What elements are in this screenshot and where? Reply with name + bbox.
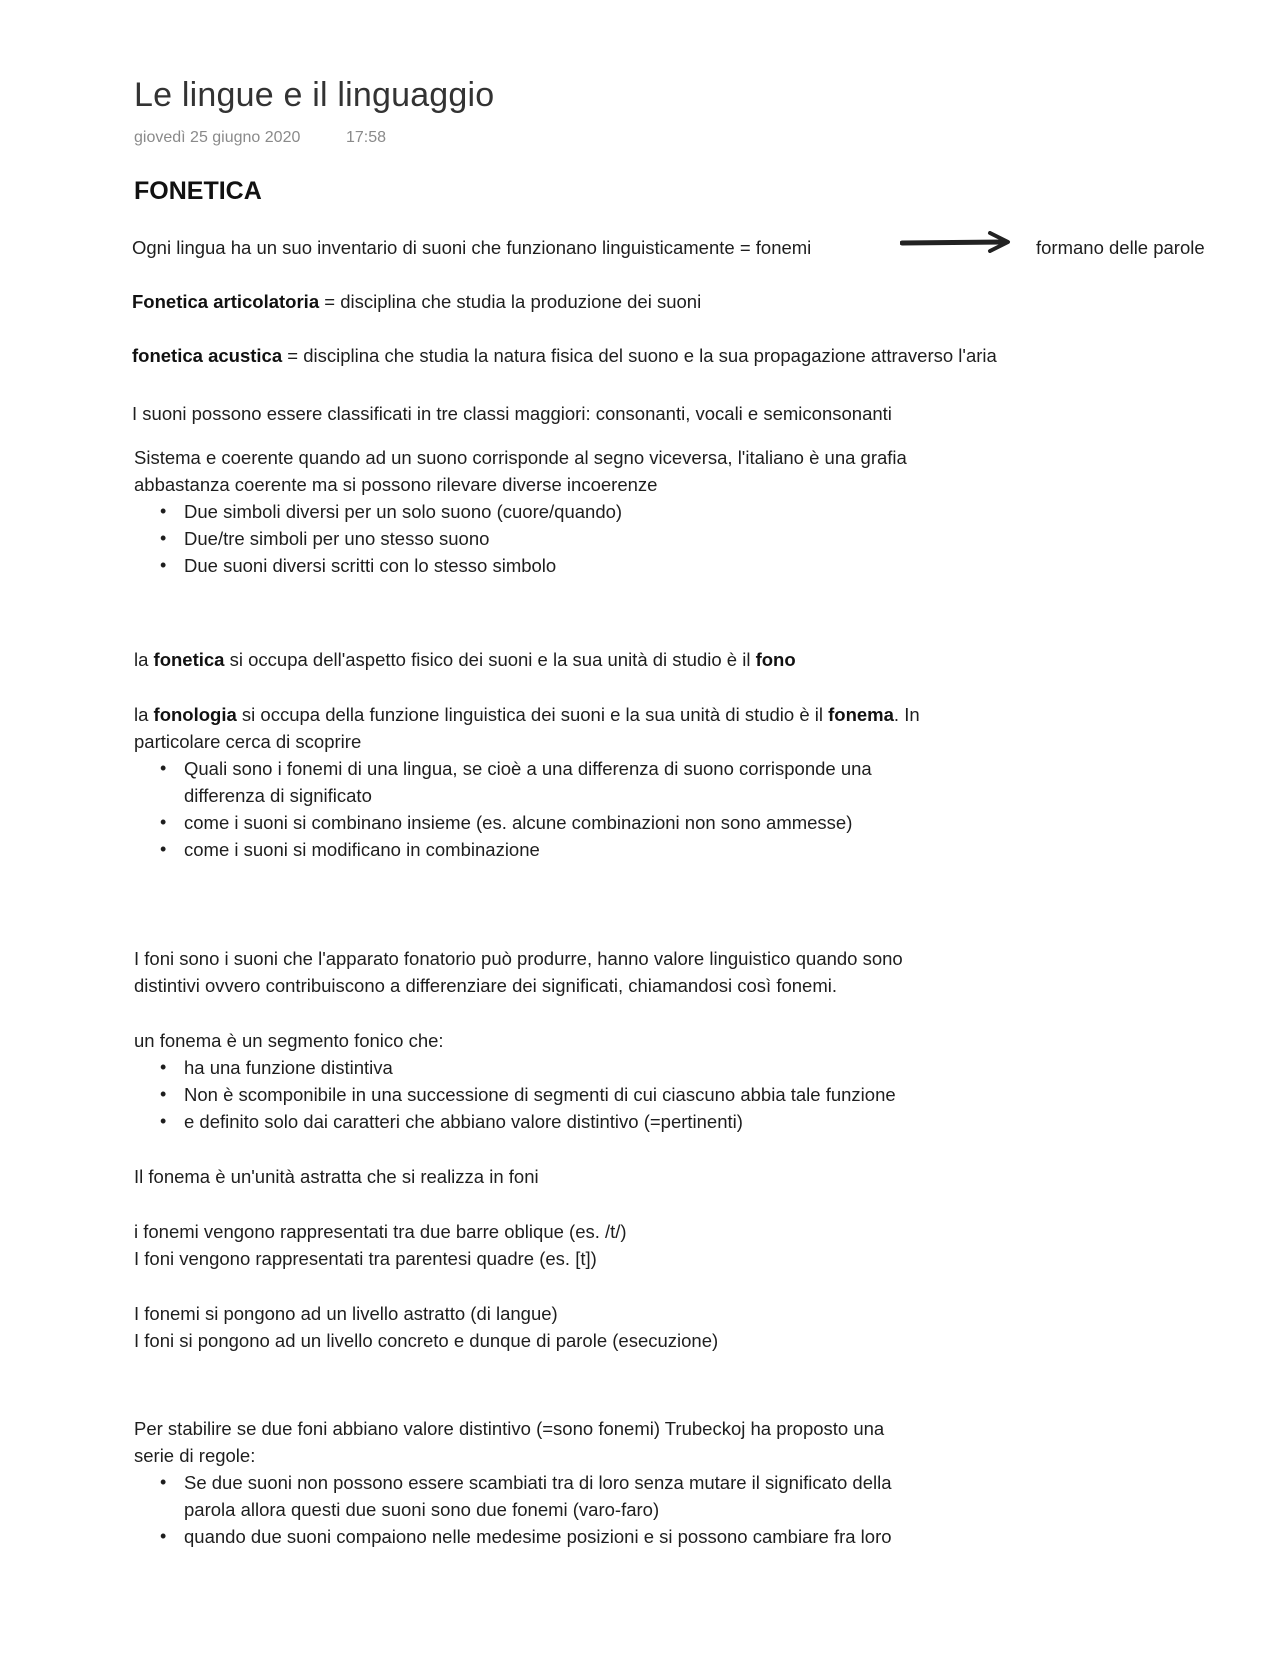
text: . In [893,704,920,725]
text: la [134,704,154,725]
section-heading: FONETICA [134,177,262,205]
paragraph-sistema-line-2: abbastanza coerente ma si possono rilevare diverse incoerenze [134,474,658,495]
paragraph-trubeckoj-line-1: Per stabilire se due foni abbiano valore distintivo (=sono fonemi) Trubeckoj ha proposto una [134,1418,885,1439]
list-item: • quando due suoni compaiono nelle medesime posizioni e si possono cambiare fra loro [160,1523,892,1550]
list-item: • e definito solo dai caratteri che abbiano valore distintivo (=pertinenti) [160,1108,896,1135]
text: la [134,649,154,670]
term-fonema: fonema [828,704,894,725]
list-fonema [160,1054,896,1135]
text: si occupa dell'aspetto fisico dei suoni e la sua unità di studio è il [224,649,756,670]
list-item [160,1469,892,1523]
list-regole [160,1469,892,1550]
text: si occupa della funzione linguistica dei suoni e la sua unità di studio è il [236,704,829,725]
paragraph-livello-line-1: I fonemi si pongono ad un livello astratto (di langue) [134,1303,558,1324]
definition-text: = disciplina che studia la natura fisica del suono e la sua propagazione attraverso l'aria [282,345,997,366]
paragraph-sistema-line-1: Sistema e coerente quando ad un suono corrisponde al segno viceversa, l'italiano è una grafia [134,447,907,468]
paragraph-fonemi: Ogni lingua ha un suo inventario di suoni che funzionano linguisticamente = fonemi [132,237,812,258]
list-item: • Non è scomponibile in una successione di segmenti di cui ciascuno abbia tale funzione [160,1081,896,1108]
paragraph-fonologia-line-1 [134,701,920,728]
paragraph-foni-line-2: distintivi ovvero contribuiscono a differenziare dei significati, chiamandosi così fonemi. [134,975,838,996]
list-item: • come i suoni si combinano insieme (es. alcune combinazioni non sono ammesse) [160,809,872,836]
paragraph-fonetica [134,646,796,673]
paragraph-rappresentazione-line-2: I foni vengono rappresentati tra parentesi quadre (es. [t]) [134,1248,597,1269]
paragraph-fonema-intro: un fonema è un segmento fonico che: [134,1030,444,1051]
text: Quali sono i fonemi di una lingua, se cioè a una differenza di suono corrisponde una [184,758,872,779]
list-item: • Due simboli diversi per un solo suono (cuore/quando) [160,498,622,525]
list-item: • Due/tre simboli per uno stesso suono [160,525,622,552]
list-item: • Due suoni diversi scritti con lo stesso simbolo [160,552,622,579]
note-time: 17:58 [346,129,387,146]
arrow-target-text: formano delle parole [1036,237,1205,258]
term-fono: fono [755,649,796,670]
definition-text: = disciplina che studia la produzione dei suoni [319,291,702,312]
list-item [160,755,872,809]
paragraph-trubeckoj-line-2: serie di regole: [134,1445,256,1466]
page-title: Le lingue e il linguaggio [134,76,495,114]
term-fonologia: fonologia [153,704,237,725]
paragraph-rappresentazione-line-1: i fonemi vengono rappresentati tra due barre oblique (es. /t/) [134,1221,627,1242]
paragraph-foni-line-1: I foni sono i suoni che l'apparato fonatorio può produrre, hanno valore linguistico quando sono [134,948,903,969]
paragraph-fonologia-line-2: particolare cerca di scoprire [134,731,362,752]
term-fonetica: fonetica [153,649,225,670]
text: Se due suoni non possono essere scambiati tra di loro senza mutare il significato della [184,1472,892,1493]
text: parola allora questi due suoni sono due fonemi (varo-faro) [184,1499,660,1520]
paragraph-livello-line-2: I foni si pongono ad un livello concreto e dunque di parole (esecuzione) [134,1330,719,1351]
arrow-icon [900,231,1012,253]
list-item: • come i suoni si modificano in combinazione [160,836,872,863]
note-date: giovedì 25 giugno 2020 [134,129,301,146]
text: differenza di significato [184,785,372,806]
term-fonetica-articolatoria: Fonetica articolatoria [132,291,320,312]
list-fonologia [160,755,872,863]
list-item: • ha una funzione distintiva [160,1054,896,1081]
paragraph-fonetica-acustica [132,342,997,369]
term-fonetica-acustica: fonetica acustica [132,345,283,366]
list-incoerenze [160,498,622,579]
paragraph-classi: I suoni possono essere classificati in tre classi maggiori: consonanti, vocali e semiconsonanti [132,403,892,424]
paragraph-astratta: Il fonema è un'unità astratta che si realizza in foni [134,1166,539,1187]
paragraph-fonetica-articolatoria [132,288,701,315]
